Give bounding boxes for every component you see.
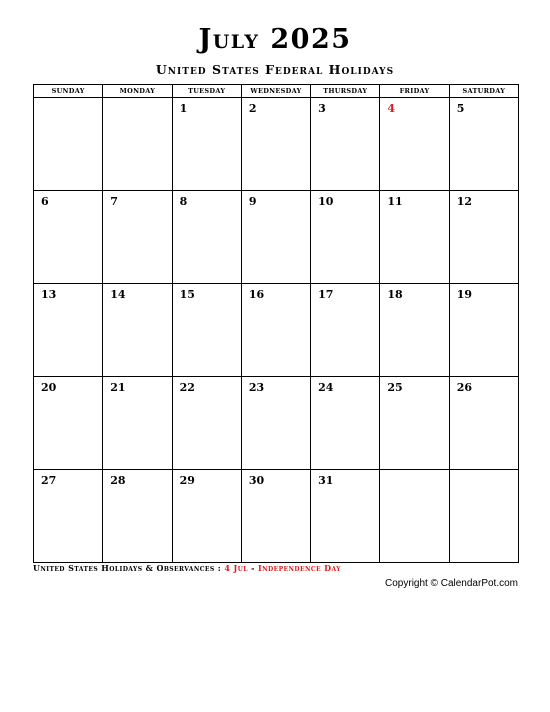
day-number: 23 xyxy=(248,381,265,394)
empty-day-cell xyxy=(380,470,449,563)
day-number: 27 xyxy=(41,474,57,487)
day-number: 25 xyxy=(387,381,403,394)
day-cell xyxy=(34,470,103,563)
week-row xyxy=(34,98,519,191)
day-cell xyxy=(311,377,380,470)
day-number: 4 xyxy=(387,102,396,115)
weekday-header: MONDAY xyxy=(103,85,172,98)
day-cell xyxy=(103,377,172,470)
day-cell xyxy=(311,470,380,563)
day-cell xyxy=(380,377,449,470)
day-cell xyxy=(34,377,103,470)
week-row xyxy=(34,191,519,284)
day-cell xyxy=(103,191,172,284)
day-number: 7 xyxy=(110,195,118,208)
empty-day-cell xyxy=(449,470,518,563)
weekday-header: WEDNESDAY xyxy=(241,85,310,98)
day-number: 3 xyxy=(318,102,326,115)
day-number: 31 xyxy=(318,474,334,487)
day-cell xyxy=(449,191,518,284)
day-cell xyxy=(241,377,310,470)
day-number: 24 xyxy=(318,381,334,394)
weekday-header-row xyxy=(34,85,519,98)
week-row xyxy=(34,284,519,377)
day-number: 13 xyxy=(41,288,57,301)
day-number: 11 xyxy=(387,195,403,208)
week-row xyxy=(34,377,519,470)
calendar-grid xyxy=(33,84,519,563)
day-number: 12 xyxy=(456,195,472,208)
day-cell xyxy=(103,284,172,377)
weekday-header: TUESDAY xyxy=(172,85,241,98)
day-cell xyxy=(380,284,449,377)
day-cell xyxy=(172,470,241,563)
day-number: 26 xyxy=(456,381,472,394)
day-number: 14 xyxy=(110,288,126,301)
day-number: 16 xyxy=(248,288,265,301)
day-cell xyxy=(34,284,103,377)
day-cell xyxy=(311,191,380,284)
day-number: 22 xyxy=(179,381,195,394)
week-row xyxy=(34,470,519,563)
day-number: 10 xyxy=(318,195,334,208)
day-cell xyxy=(34,191,103,284)
footnote-separator: - xyxy=(247,563,259,573)
day-number: 19 xyxy=(456,288,472,301)
day-cell xyxy=(103,470,172,563)
day-number: 18 xyxy=(387,288,403,301)
day-cell xyxy=(380,98,449,191)
holidays-footnote xyxy=(33,563,523,573)
day-number: 17 xyxy=(318,288,334,301)
day-cell xyxy=(172,191,241,284)
day-number: 6 xyxy=(41,195,49,208)
day-number: 1 xyxy=(179,102,188,115)
day-cell xyxy=(172,98,241,191)
page-title: July 2025 xyxy=(198,24,352,55)
empty-day-cell xyxy=(103,98,172,191)
day-cell xyxy=(449,377,518,470)
day-number: 21 xyxy=(110,381,126,394)
weekday-header: FRIDAY xyxy=(380,85,449,98)
day-cell xyxy=(311,284,380,377)
day-cell xyxy=(241,98,310,191)
day-cell xyxy=(172,377,241,470)
day-cell xyxy=(449,98,518,191)
copyright-text: Copyright © CalendarPot.com xyxy=(385,578,518,589)
day-number: 20 xyxy=(41,381,57,394)
day-cell xyxy=(449,284,518,377)
day-cell xyxy=(241,191,310,284)
day-number: 29 xyxy=(179,474,195,487)
day-number: 5 xyxy=(456,102,465,115)
day-number: 15 xyxy=(179,288,195,301)
holiday-date: 4 Jul xyxy=(224,563,248,573)
day-cell xyxy=(241,470,310,563)
page-subtitle: United States Federal Holidays xyxy=(155,62,395,77)
day-number: 30 xyxy=(248,474,265,487)
day-cell xyxy=(380,191,449,284)
day-cell xyxy=(241,284,310,377)
holiday-name: Independence Day xyxy=(258,563,341,573)
day-cell xyxy=(172,284,241,377)
weekday-header: THURSDAY xyxy=(311,85,380,98)
weekday-header: SATURDAY xyxy=(449,85,518,98)
weekday-header: SUNDAY xyxy=(34,85,103,98)
day-number: 28 xyxy=(110,474,126,487)
day-cell xyxy=(311,98,380,191)
empty-day-cell xyxy=(34,98,103,191)
day-number: 9 xyxy=(248,195,257,208)
footnote-label: United States Holidays & Observances : xyxy=(33,563,222,573)
day-number: 2 xyxy=(248,102,257,115)
day-number: 8 xyxy=(179,195,188,208)
